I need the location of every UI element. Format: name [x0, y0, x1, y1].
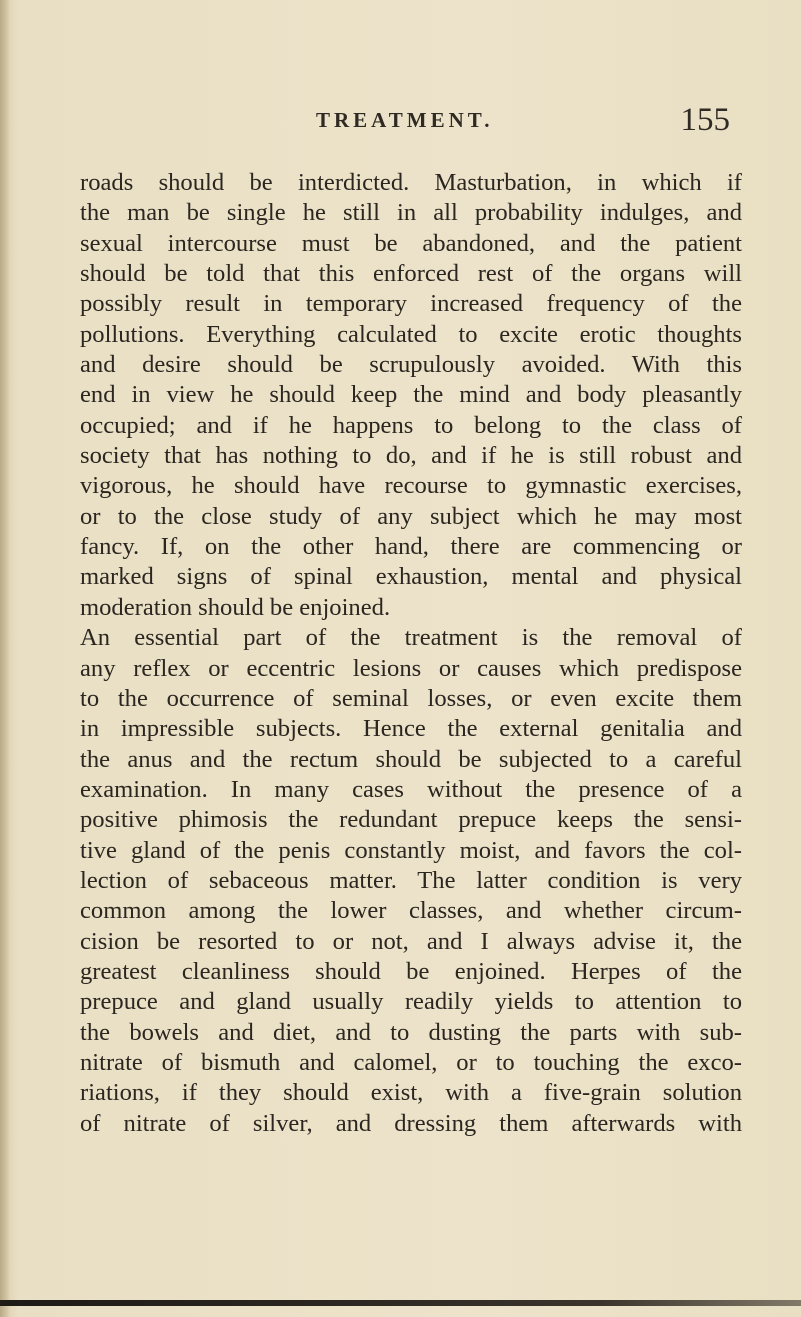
running-head-title: TREATMENT. — [316, 108, 494, 132]
text-line: riations, if they should exist, with a five-grain solution — [80, 1079, 742, 1107]
text-line: lection of sebaceous matter. The latter condition is very — [80, 866, 742, 894]
text-line: and desire should be scrupulously avoided. With this — [80, 351, 742, 379]
text-line: common among the lower classes, and whether circum- — [80, 897, 742, 925]
text-line: fancy. If, on the other hand, there are commencing or — [80, 533, 742, 561]
text-line: marked signs of spinal exhaustion, mental and physical — [80, 563, 742, 591]
text-line: the anus and the rectum should be subjected to a careful — [80, 745, 742, 773]
text-line: or to the close study of any subject which he may most — [80, 502, 742, 530]
page-binding-edge — [0, 0, 10, 1317]
text-line: the man be single he still in all probability indulges, and — [80, 199, 742, 227]
text-line: in impressible subjects. Hence the external genitalia and — [80, 715, 742, 743]
text-line-paragraph-end: moderation should be enjoined. — [80, 593, 391, 621]
text-line: society that has nothing to do, and if he is still robust and — [80, 442, 742, 470]
body-text — [80, 168, 742, 1139]
text-line: nitrate of bismuth and calomel, or to touching the exco- — [80, 1048, 742, 1076]
text-line: occupied; and if he happens to belong to the class of — [80, 411, 742, 439]
text-line: roads should be interdicted. Masturbation, in which if — [80, 169, 742, 196]
text-line: the bowels and diet, and to dusting the parts with sub- — [80, 1018, 742, 1046]
text-line: prepuce and gland usually readily yields to attention to — [80, 988, 742, 1016]
page-number: 155 — [680, 102, 730, 138]
bottom-edge-shadow — [0, 1300, 801, 1306]
text-line-paragraph-start: An essential part of the treatment is the removal of — [80, 624, 742, 652]
running-head — [300, 102, 740, 148]
text-line: of nitrate of silver, and dressing them afterwards with — [80, 1109, 742, 1137]
text-line: greatest cleanliness should be enjoined. Herpes of the — [80, 957, 742, 985]
text-line: to the occurrence of seminal losses, or even excite them — [80, 684, 742, 712]
text-line: vigorous, he should have recourse to gymnastic exercises, — [80, 472, 742, 500]
text-line: end in view he should keep the mind and body pleasantly — [80, 381, 742, 409]
text-line: positive phimosis the redundant prepuce keeps the sensi- — [80, 806, 742, 834]
text-line: sexual intercourse must be abandoned, and the patient — [80, 229, 742, 257]
text-line: should be told that this enforced rest of the organs will — [80, 260, 742, 288]
text-line: possibly result in temporary increased frequency of the — [80, 290, 742, 318]
text-line: pollutions. Everything calculated to excite erotic thoughts — [80, 320, 742, 348]
text-line: any reflex or eccentric lesions or causes which predispose — [80, 654, 742, 682]
text-line: tive gland of the penis constantly moist, and favors the col- — [80, 836, 742, 864]
text-line: examination. In many cases without the presence of a — [80, 775, 742, 803]
text-line: cision be resorted to or not, and I always advise it, the — [80, 927, 742, 955]
